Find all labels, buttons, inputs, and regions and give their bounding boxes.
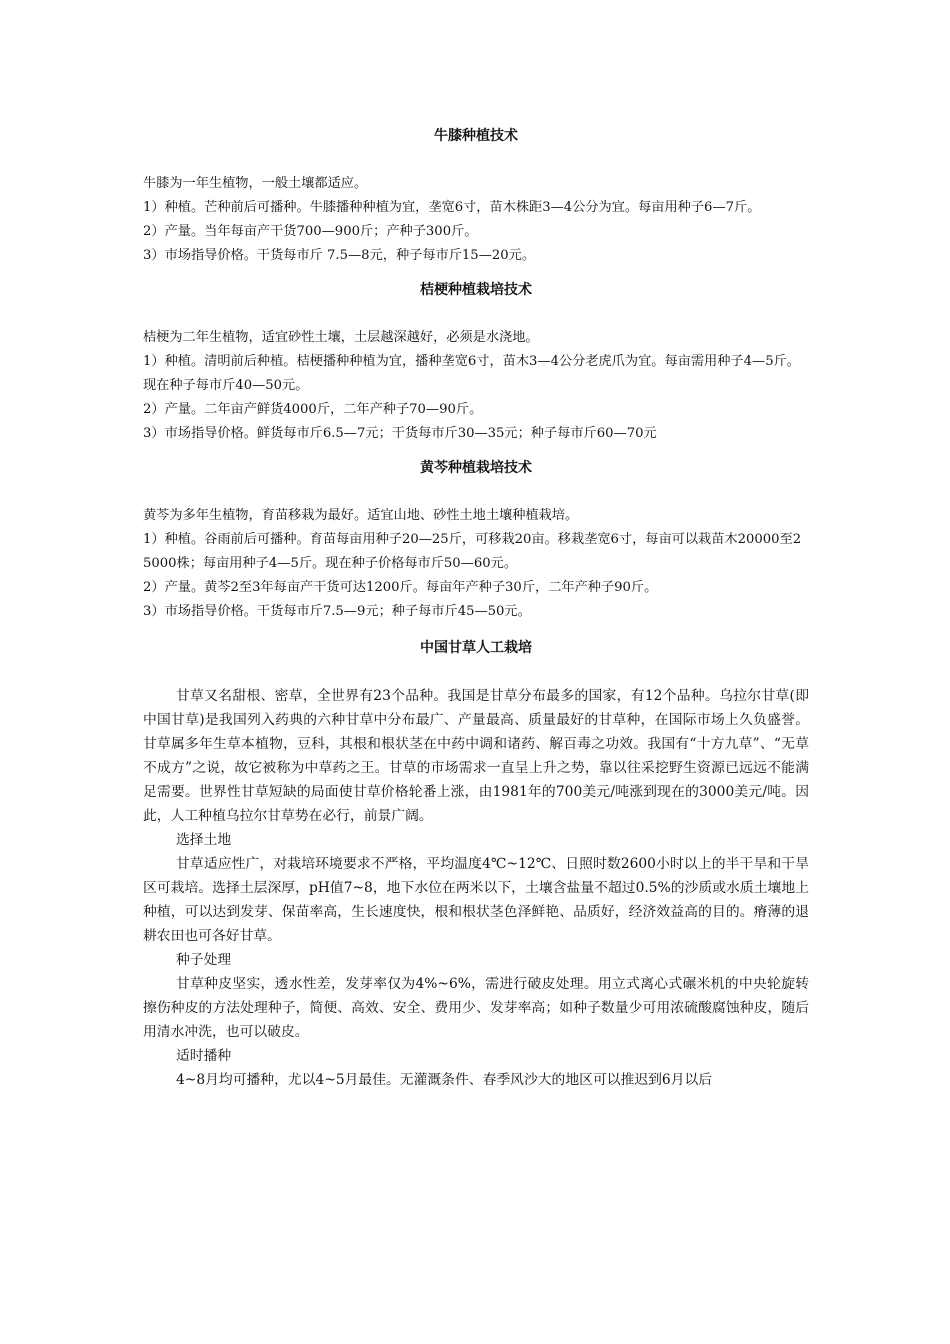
document-content	[143, 124, 809, 1092]
subheading-seed: 种子处理	[176, 952, 232, 968]
paragraph: 2）产量。二年亩产鲜货4000斤，二年产种子70—90斤。	[143, 402, 483, 417]
paragraph: 甘草适应性广，对栽培环境要求不严格，平均温度4℃~12℃、日照时数2600小时以上的半干旱和干旱区可栽培。选择土层深厚，pH值7~8，地下水位在两米以下，土壤含盐量不超过0.5%的沙质或水质土壤地上种植，可以达到发芽、保苗率高，生长速度快，根和根状茎色泽鲜艳、品质好，经济效益高的目的。瘠薄的退耕农田也可各好甘草。	[143, 856, 809, 944]
spacer	[143, 446, 809, 456]
subheading-sowing: 适时播种	[176, 1048, 232, 1064]
section-title-niuxi: 牛膝种植技术	[434, 128, 518, 144]
paragraph: 3）市场指导价格。干货每市斤7.5—9元；种子每市斤45—50元。	[143, 604, 531, 619]
paragraph: 黄芩为多年生植物，育苗移栽为最好。适宜山地、砂性土地土壤种植栽培。	[143, 508, 579, 523]
subheading-land: 选择土地	[176, 832, 232, 848]
paragraph: 4~8月均可播种，尤以4~5月最佳。无灌溉条件、春季风沙大的地区可以推迟到6月以后	[176, 1072, 713, 1088]
spacer	[143, 624, 809, 636]
spacer	[143, 268, 809, 278]
paragraph: 2）产量。黄芩2至3年每亩产干货可达1200斤。每亩年产种子30斤，二年产种子90斤。	[143, 580, 658, 595]
paragraph: 2）产量。当年每亩产干货700—900斤；产种子300斤。	[143, 224, 478, 239]
paragraph: 1）种植。清明前后种植。桔梗播种种植为宜，播种垄宽6寸，苗木3—4公分老虎爪为宜。每亩需用种子4—5斤。现在种子每市斤40—50元。	[143, 354, 800, 393]
paragraph: 3）市场指导价格。鲜货每市斤6.5—7元；干货每市斤30—35元；种子每市斤60—70元	[143, 426, 657, 441]
section-title-gancao: 中国甘草人工栽培	[420, 640, 532, 656]
paragraph: 甘草种皮坚实，透水性差，发芽率仅为4%~6%，需进行破皮处理。用立式离心式碾米机的中央轮旋转擦伤种皮的方法处理种子，简便、高效、安全、费用少、发芽率高；如种子数量少可用浓硫酸腐蚀种皮，随后用清水冲洗，也可以破皮。	[143, 976, 809, 1040]
section-title-jiegeng: 桔梗种植栽培技术	[420, 282, 532, 298]
paragraph: 1）种植。芒种前后可播种。牛膝播种种植为宜，垄宽6寸，苗木株距3—4公分为宜。每亩用种子6—7斤。	[143, 200, 761, 215]
paragraph: 1）种植。谷雨前后可播种。育苗每亩用种子20—25斤，可移栽20亩。移栽垄宽6寸，每亩可以栽苗木20000至25000株；每亩用种子4—5斤。现在种子价格每市斤50—60元。	[143, 532, 802, 571]
paragraph: 牛膝为一年生植物，一般土壤都适应。	[143, 176, 368, 191]
section-title-huangqin: 黄芩种植栽培技术	[420, 460, 532, 476]
intro-paragraph: 甘草又名甜根、密草，全世界有23个品种。我国是甘草分布最多的国家，有12个品种。乌拉尔甘草(即中国甘草)是我国列入药典的六种甘草中分布最广、产量最高、质量最好的甘草种，在国际市场上久负盛誉。甘草属多年生草本植物，豆科，其根和根状茎在中药中调和诸药、解百毒之功效。我国有“十方九草”、“无草不成方”之说，故它被称为中草药之王。甘草的市场需求一直呈上升之势，靠以往采挖野生资源已远远不能满足需要。世界性甘草短缺的局面使甘草价格轮番上涨，由1981年的700美元/吨涨到现在的3000美元/吨。因此，人工种植乌拉尔甘草势在必行，前景广阔。	[143, 688, 809, 824]
paragraph: 3）市场指导价格。干货每市斤 7.5—8元，种子每市斤15—20元。	[143, 248, 536, 263]
paragraph: 桔梗为二年生植物，适宜砂性土壤，土层越深越好，必须是水浇地。	[143, 330, 539, 345]
